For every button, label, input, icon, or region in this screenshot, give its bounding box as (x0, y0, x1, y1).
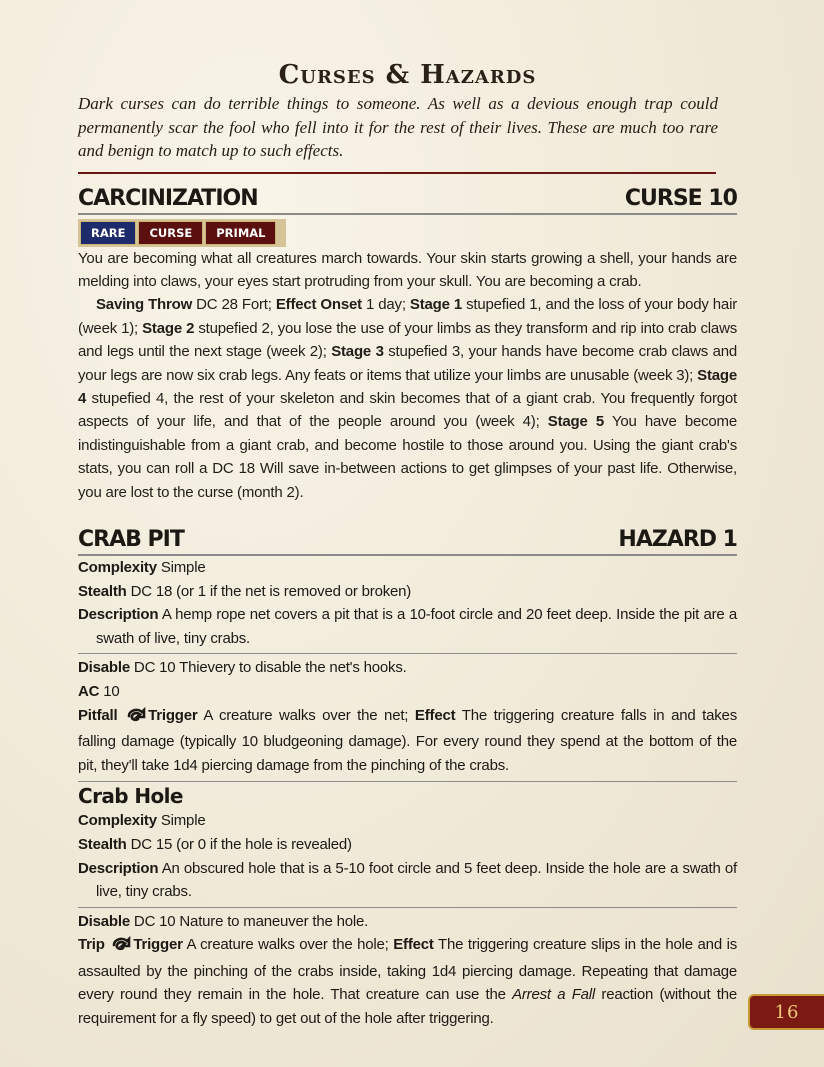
stage3-text: stupefied 3, your hands have become crab claws and your legs are now six crab legs. Any feats or items that utilize your limbs are unusable (week 3); (78, 343, 737, 384)
onset-value: 1 day; (361, 296, 410, 314)
trigger-value: A creature walks over the hole; (182, 936, 394, 954)
reaction-icon (111, 936, 131, 960)
trigger-label: Trigger (148, 706, 198, 724)
effect-label: Effect (393, 936, 434, 954)
stealth-label: Stealth (78, 582, 127, 600)
crab-pit-type: HAZARD 1 (618, 526, 737, 552)
description-value: An obscured hole that is a 5-10 foot circle and 5 feet deep. Inside the hole are a swath of live, tiny crabs. (96, 859, 737, 901)
crab-pit-complexity (78, 556, 737, 580)
page-title: Curses & Hazards (278, 60, 537, 90)
crab-hole-name: Crab Hole (78, 784, 183, 809)
trait-bar (78, 219, 286, 247)
complexity-label: Complexity (78, 558, 157, 576)
trait-curse: CURSE (138, 221, 203, 245)
section-divider (78, 781, 737, 782)
title-divider (78, 172, 716, 174)
stage3-label: Stage 3 (331, 343, 384, 361)
carcinization-block (78, 185, 737, 504)
disable-label: Disable (78, 912, 130, 930)
ac-label: AC (78, 682, 100, 700)
stage1-label: Stage 1 (409, 296, 462, 314)
page-number: 16 (748, 994, 824, 1030)
trigger-label: Trigger (133, 936, 183, 954)
crab-pit-stealth (78, 580, 737, 604)
trip-label: Trip (78, 936, 105, 954)
crab-pit-pitfall (78, 704, 737, 778)
effect-label: Effect (414, 706, 456, 724)
crab-hole-description (78, 857, 737, 904)
crab-pit-block (78, 526, 737, 782)
crab-pit-ac (78, 680, 737, 704)
crab-hole-stealth (78, 833, 737, 857)
crab-hole-disable (78, 910, 737, 934)
description-label: Description (78, 859, 159, 877)
description-label: Description (78, 606, 159, 624)
disable-label: Disable (78, 659, 130, 677)
saving-throw-value: DC 28 Fort; (192, 296, 276, 314)
crab-hole-trip (78, 933, 737, 1030)
stage2-label: Stage 2 (142, 319, 195, 337)
crab-pit-description (78, 603, 737, 650)
stage4-label: Stage 4 (78, 366, 737, 407)
stealth-label: Stealth (78, 835, 127, 853)
complexity-value: Simple (156, 558, 206, 576)
crab-hole-block (78, 784, 737, 1030)
crab-hole-complexity (78, 809, 737, 833)
crab-pit-name: CRAB PIT (78, 526, 184, 552)
trigger-value: A creature walks over the net; (197, 706, 415, 724)
effect-value-continued: reaction (without the requirement for a fly speed) to get out of the hole after triggering. (78, 986, 737, 1028)
complexity-value: Simple (156, 812, 206, 830)
disable-value: DC 10 Thievery to disable the net's hooks. (129, 659, 407, 677)
trait-rare: RARE (80, 221, 136, 245)
carcinization-name: CARCINIZATION (78, 185, 258, 211)
stage5-label: Stage 5 (547, 413, 604, 431)
effect-value: The triggering creature falls in and takes falling damage (typically 10 bludgeoning damage). For every round they spend at the bottom of the pit, they'll take 1d4 piercing damage from the pinching of the crabs. (78, 706, 737, 774)
section-divider (78, 653, 737, 654)
carcinization-type: CURSE 10 (624, 185, 737, 211)
carcinization-header (78, 185, 737, 215)
onset-label: Effect Onset (275, 296, 362, 314)
intro-text: Dark curses can do terrible things to someone. As well as a devious enough trap could permanently scar the fool who fell into it for the rest of their lives. These are much too rare and benign to match up to such effects. (78, 94, 718, 160)
trait-primal: PRIMAL (205, 221, 276, 245)
section-divider (78, 907, 737, 908)
saving-throw-label: Saving Throw (96, 296, 193, 314)
effect-value: The triggering creature slips in the hole and is assaulted by the pinching of the crabs inside, taking 1d4 piercing damage. Repeating that damage every round they remain in the hole. That creature can use the (78, 936, 738, 1004)
stealth-value: DC 15 (or 0 if the hole is revealed) (126, 835, 352, 853)
description-value: A hemp rope net covers a pit that is a 10-foot circle and 20 feet deep. Inside the pit are a swath of live, tiny crabs. (96, 606, 737, 647)
crab-pit-header (78, 526, 737, 556)
ac-value: 10 (99, 682, 120, 700)
stage1-text: stupefied 1, and the loss of your body hair (week 1); (78, 296, 737, 337)
carcinization-stages (78, 293, 737, 504)
stage5-text: You have become indistinguishable from a giant crab, and become hostile to those around you. Using the giant crab's stats, you can roll a DC 18 Will save in-between actions to get glimpses of your past life. Otherwise, you are lost to the curse (month 2). (78, 413, 737, 501)
complexity-label: Complexity (78, 812, 157, 830)
pitfall-label: Pitfall (78, 706, 118, 724)
carcinization-description: You are becoming what all creatures march towards. Your skin starts growing a shell, your hands are melding into claws, your eyes start protruding from your skull. You are becoming a crab. (78, 249, 737, 290)
page-content (78, 58, 737, 1031)
arrest-a-fall-link: Arrest a Fall (512, 986, 596, 1004)
stage4-text: stupefied 4, the rest of your skeleton and skin becomes that of a giant crab. You frequently forgot aspects of your life, and that of the people around you (week 4); (78, 389, 737, 431)
stage2-text: stupefied 2, you lose the use of your limbs as they transform and rip into crab claws and legs until the next stage (week 2); (78, 319, 737, 361)
disable-value: DC 10 Nature to maneuver the hole. (129, 912, 369, 930)
reaction-icon (126, 707, 146, 731)
stealth-value: DC 18 (or 1 if the net is removed or broken) (126, 582, 412, 600)
crab-pit-disable (78, 656, 737, 680)
